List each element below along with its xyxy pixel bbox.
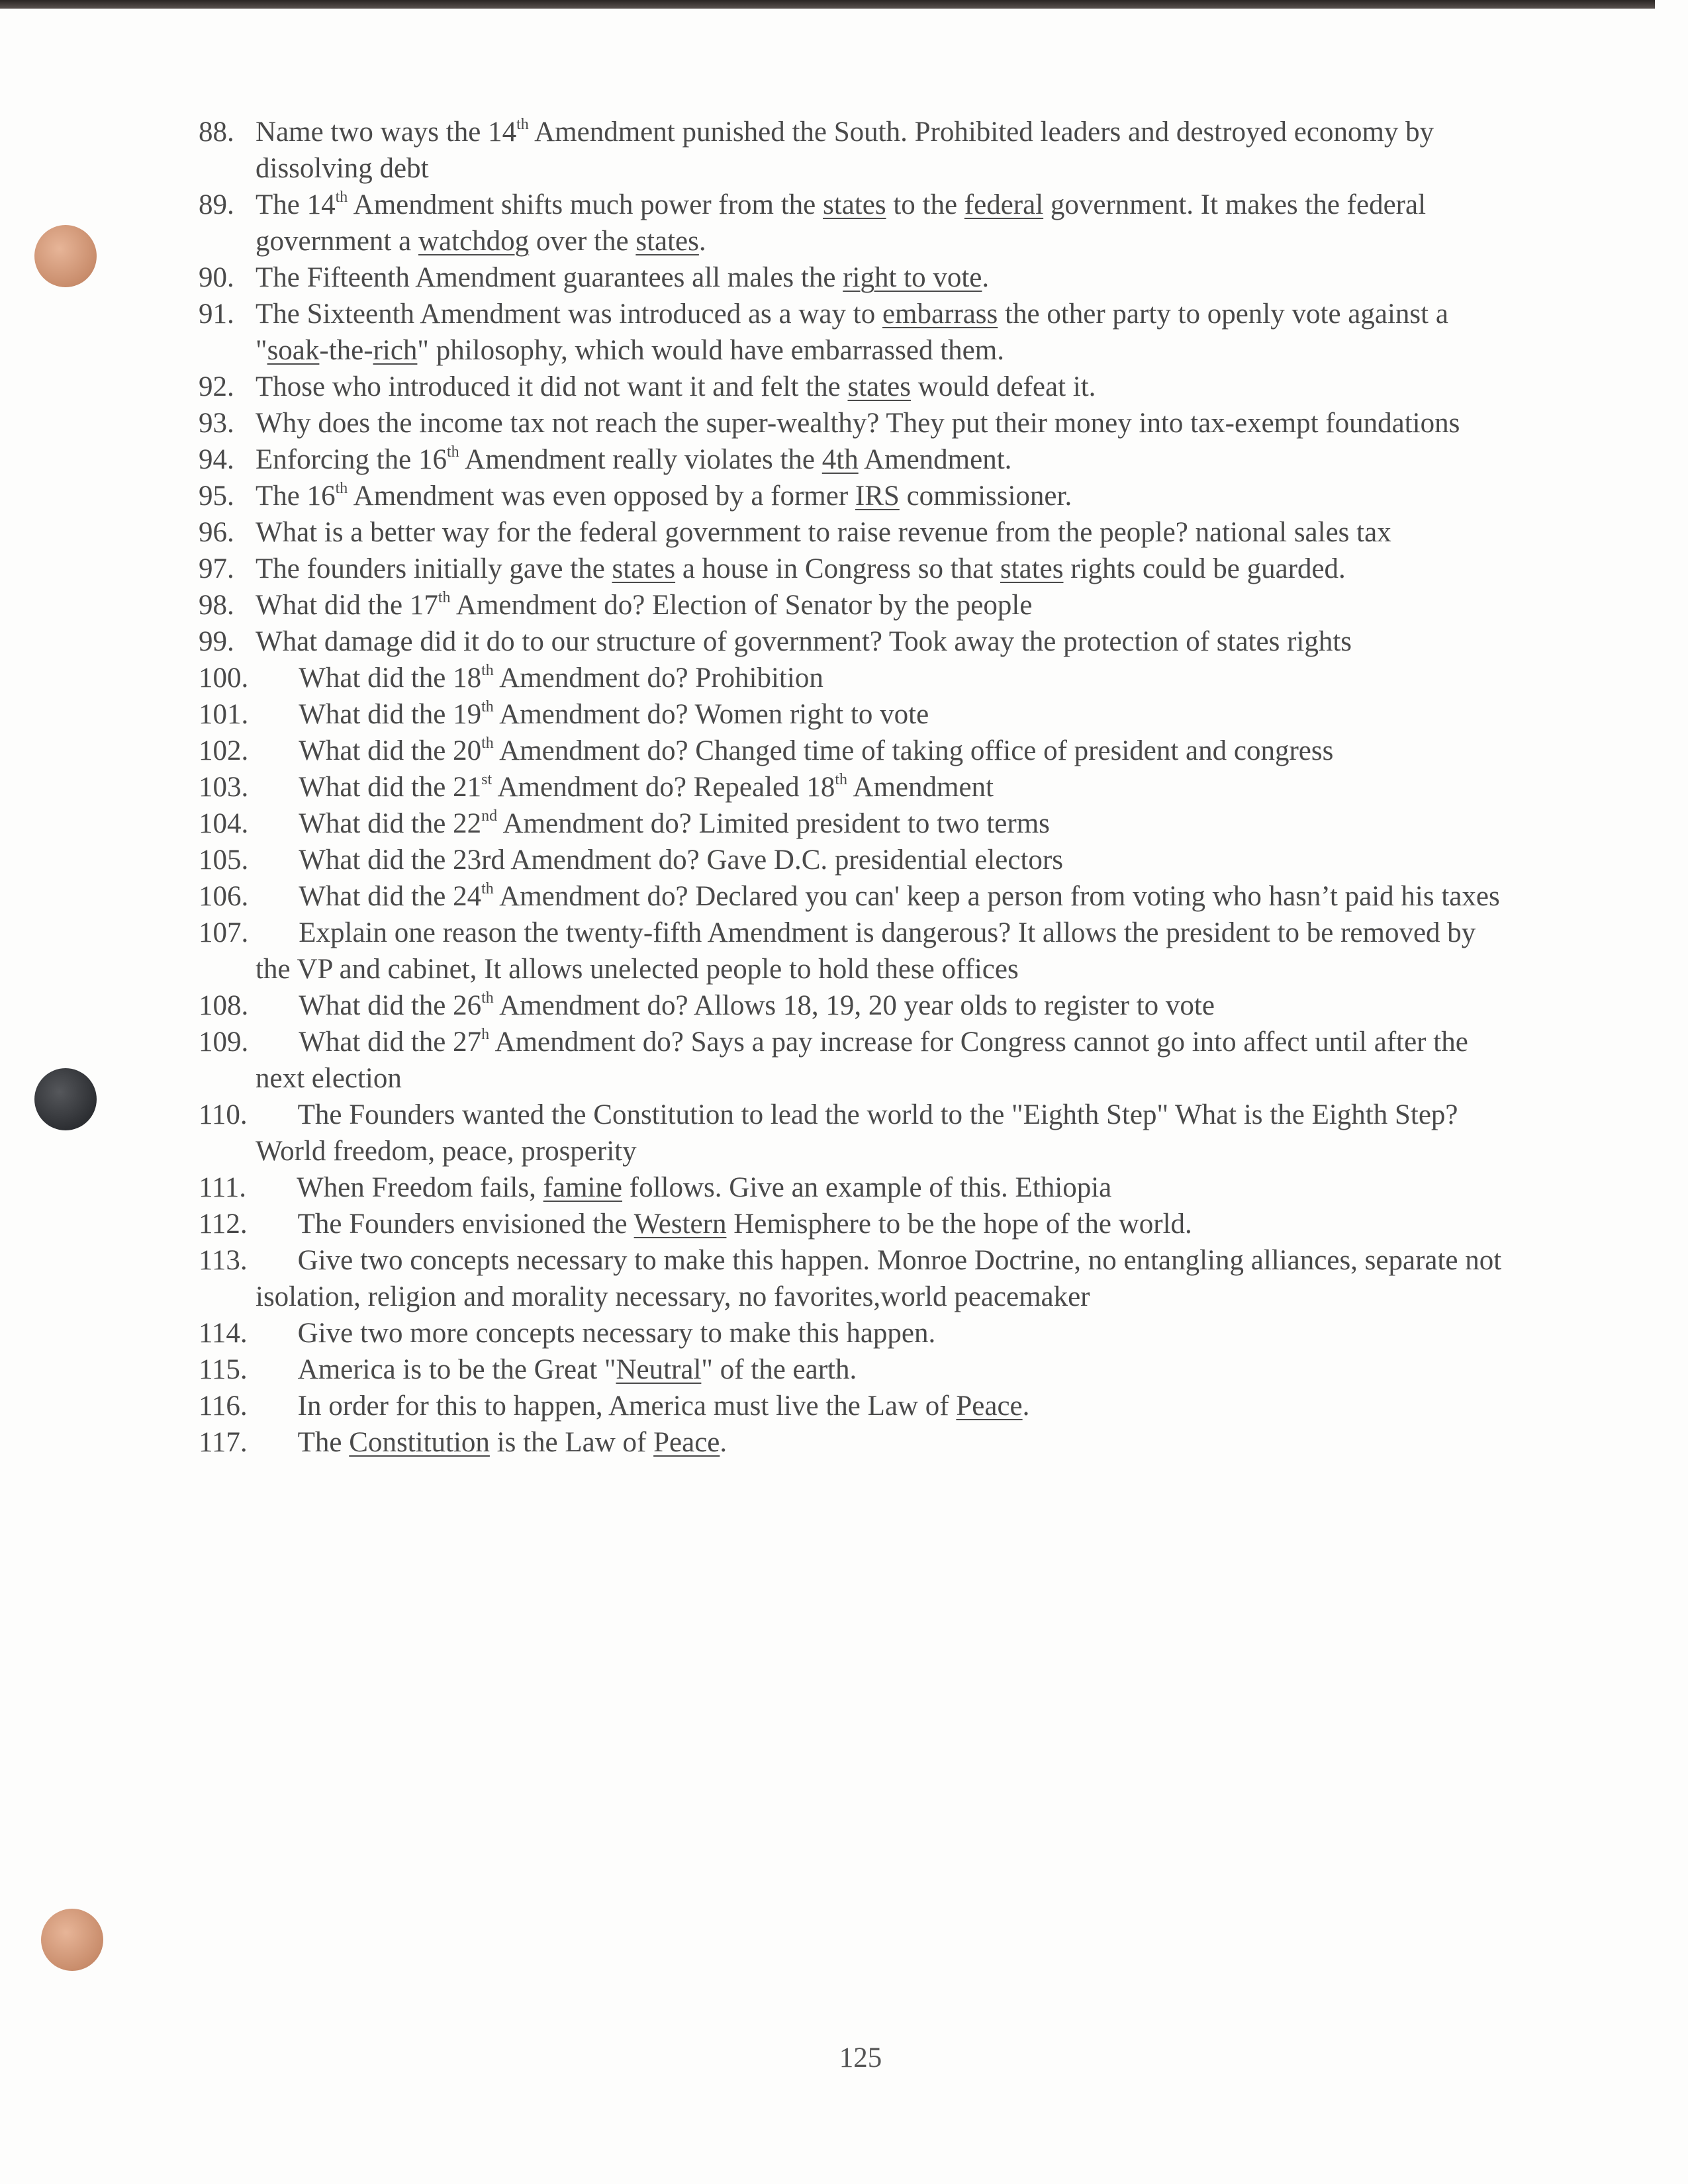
list-item (199, 1024, 1509, 1097)
item-number: 105. (199, 844, 249, 876)
item-number: 90. (199, 262, 234, 293)
item-number: 108. (199, 990, 249, 1021)
text-run: What did the 27 (299, 1026, 482, 1058)
item-number: 96. (199, 517, 234, 548)
item-number: 103. (199, 772, 249, 803)
text-run: the other party to openly vote against a " (256, 298, 1448, 366)
text-run: Amendment shifts much power from the (348, 189, 823, 220)
text-run: What did the 19 (299, 699, 482, 730)
underlined-answer: Neutral (616, 1354, 702, 1385)
ordinal-suffix: th (446, 443, 459, 461)
item-number: 89. (199, 189, 234, 220)
text-run: is the Law of (489, 1427, 654, 1458)
punch-hole-middle (34, 1068, 97, 1130)
underlined-answer: states (635, 226, 699, 257)
text-run: Amendment do? Changed time of taking office of president and congress (493, 735, 1334, 766)
text-run: Amendment do? Election of Senator by the people (450, 590, 1033, 621)
item-number: 88. (199, 116, 234, 148)
list-item (199, 1242, 1509, 1315)
underlined-answer: rich (373, 335, 418, 366)
text-run: Amendment do? Women right to vote (493, 699, 929, 730)
text-run: Explain one reason the twenty-fifth Amendment is dangerous? It allows the president to be removed by the VP and cabinet, It allows unelected people to hold these offices (256, 917, 1476, 985)
underlined-answer: Constitution (349, 1427, 490, 1458)
page-number: 125 (839, 2042, 882, 2073)
text-run: Give two more concepts necessary to make this happen. (297, 1318, 936, 1349)
item-text (297, 1172, 1111, 1203)
text-run: . (1022, 1390, 1030, 1422)
list-item (199, 478, 1509, 514)
text-run: The 14 (256, 189, 336, 220)
underlined-answer: Peace (653, 1427, 720, 1458)
list-item (199, 587, 1509, 623)
text-run: government. It makes the federal government a (256, 189, 1427, 257)
item-text (256, 1026, 1468, 1094)
text-run: The Founders wanted the Constitution to lead the world to the "Eighth Step" What is the Eighth Step? World freedom, peace, prosperity (256, 1099, 1458, 1167)
text-run: What did the 22 (299, 808, 482, 839)
list-item (199, 259, 1509, 296)
item-text (299, 808, 1050, 839)
item-text (256, 553, 1346, 584)
item-text (256, 116, 1434, 184)
underlined-answer: Western (633, 1208, 727, 1240)
text-run: to the (886, 189, 964, 220)
text-run: What did the 21 (299, 772, 482, 803)
ordinal-suffix: th (481, 989, 494, 1007)
underlined-answer: Peace (956, 1390, 1023, 1422)
list-item (199, 1351, 1509, 1388)
list-item (199, 878, 1509, 915)
text-run: What did the 24 (299, 881, 482, 912)
item-text (256, 189, 1426, 257)
item-text (298, 1427, 727, 1458)
text-run: When Freedom fails, (297, 1172, 543, 1203)
item-text (256, 480, 1072, 512)
text-run: would defeat it. (911, 371, 1096, 402)
text-run: Amendment. (858, 444, 1012, 475)
item-number: 91. (199, 298, 234, 330)
text-run: America is to be the Great " (297, 1354, 616, 1385)
item-text (256, 1099, 1458, 1167)
ordinal-suffix: th (481, 698, 494, 715)
list-item (199, 551, 1509, 587)
item-text (299, 772, 994, 803)
item-number: 111. (199, 1172, 247, 1203)
list-item (199, 1169, 1509, 1206)
underlined-answer: states (847, 371, 912, 402)
item-text (298, 1208, 1192, 1240)
text-run: The Fifteenth Amendment guarantees all males the (256, 262, 843, 293)
item-number: 101. (199, 699, 249, 730)
item-text (256, 408, 1460, 439)
underlined-answer: famine (543, 1172, 623, 1203)
punch-hole-bottom (41, 1909, 103, 1971)
list-item (199, 696, 1509, 733)
item-text (299, 844, 1063, 876)
item-number: 116. (199, 1390, 248, 1422)
text-run: . (982, 262, 990, 293)
item-number: 98. (199, 590, 234, 621)
ordinal-suffix: th (335, 189, 348, 206)
text-run: " of the earth. (701, 1354, 857, 1385)
item-number: 117. (199, 1427, 248, 1458)
list-item (199, 405, 1509, 441)
underlined-answer: states (1000, 553, 1064, 584)
item-number: 94. (199, 444, 234, 475)
punch-hole-top (34, 225, 97, 287)
item-number: 95. (199, 480, 234, 512)
item-text (256, 917, 1476, 985)
list-item (199, 660, 1509, 696)
item-text (256, 298, 1448, 366)
text-run: Amendment really violates the (459, 444, 822, 475)
item-number: 102. (199, 735, 249, 766)
list-item (199, 114, 1509, 187)
underlined-answer: right to vote (843, 262, 982, 293)
list-item (199, 1424, 1509, 1461)
text-run: . (698, 226, 706, 257)
text-run: over the (529, 226, 636, 257)
text-run: Enforcing the 16 (256, 444, 447, 475)
text-run: Amendment (847, 772, 994, 803)
ordinal-suffix: th (835, 771, 848, 788)
text-run: a house in Congress so that (675, 553, 1000, 584)
text-run: -the- (319, 335, 373, 366)
text-run: Amendment was even opposed by a former (348, 480, 855, 512)
underlined-answer: 4th (821, 444, 859, 475)
list-item (199, 514, 1509, 551)
text-run: " philosophy, which would have embarrassed them. (417, 335, 1004, 366)
text-run: Name two ways the 14 (256, 116, 517, 148)
ordinal-suffix: nd (481, 807, 498, 825)
text-run: In order for this to happen, America must live the Law of (297, 1390, 957, 1422)
text-run: Hemisphere to be the hope of the world. (726, 1208, 1192, 1240)
item-number: 100. (199, 662, 249, 694)
text-run: Amendment do? Prohibition (493, 662, 823, 694)
text-run: What did the 23rd Amendment do? Gave D.C. presidential electors (299, 844, 1063, 876)
item-number: 109. (199, 1026, 249, 1058)
ordinal-suffix: th (516, 116, 529, 133)
item-number: 104. (199, 808, 249, 839)
list-item (199, 987, 1509, 1024)
list-item (199, 842, 1509, 878)
ordinal-suffix: st (481, 771, 492, 788)
underlined-answer: federal (964, 189, 1044, 220)
underlined-answer: soak (267, 335, 320, 366)
item-number: 112. (199, 1208, 248, 1240)
item-text (299, 990, 1215, 1021)
list-item (199, 915, 1509, 987)
ordinal-suffix: th (335, 480, 348, 497)
text-run: Amendment punished the South. Prohibited leaders and destroyed economy by dissolving debt (256, 116, 1434, 184)
item-number: 113. (199, 1245, 248, 1276)
underlined-answer: states (823, 189, 886, 220)
item-number: 92. (199, 371, 234, 402)
ordinal-suffix: th (481, 880, 494, 897)
text-run: . (720, 1427, 727, 1458)
item-text (256, 262, 989, 293)
text-run: The (297, 1427, 350, 1458)
text-run: Amendment do? Says a pay increase for Congress cannot go into affect until after the next election (256, 1026, 1468, 1094)
list-item (199, 1206, 1509, 1242)
text-run: The founders initially gave the (256, 553, 612, 584)
item-number: 115. (199, 1354, 248, 1385)
item-text (256, 590, 1032, 621)
item-number: 114. (199, 1318, 248, 1349)
item-number: 110. (199, 1099, 248, 1130)
text-run: What did the 26 (299, 990, 482, 1021)
list-item (199, 296, 1509, 369)
item-text (299, 662, 823, 694)
underlined-answer: embarrass (882, 298, 998, 330)
item-number: 93. (199, 408, 234, 439)
text-run: Why does the income tax not reach the super-wealthy? They put their money into tax-exempt foundations (256, 408, 1460, 439)
item-text (256, 517, 1391, 548)
list-item (199, 441, 1509, 478)
text-run: What damage did it do to our structure of government? Took away the protection of states rights (256, 626, 1352, 657)
list-item (199, 805, 1509, 842)
item-text (298, 1354, 857, 1385)
list-item (199, 1315, 1509, 1351)
list-item (199, 733, 1509, 769)
item-number: 107. (199, 917, 249, 948)
item-text (299, 699, 929, 730)
underlined-answer: states (612, 553, 676, 584)
text-run: What did the 18 (299, 662, 482, 694)
text-run: What did the 20 (299, 735, 482, 766)
text-run: Give two concepts necessary to make this happen. Monroe Doctrine, no entangling alliances, separate not isolation, religion and morality necessary, no favorites,world peacemaker (256, 1245, 1502, 1312)
text-run: The 16 (256, 480, 336, 512)
list-item (199, 187, 1509, 259)
text-run: Amendment do? Repealed 18 (492, 772, 835, 803)
text-run: The Founders envisioned the (297, 1208, 634, 1240)
ordinal-suffix: th (481, 662, 494, 679)
ordinal-suffix: h (481, 1026, 490, 1043)
underlined-answer: IRS (855, 480, 900, 512)
text-run: Amendment do? Declared you can' keep a person from voting who hasn’t paid his taxes (493, 881, 1500, 912)
text-run: Amendment do? Limited president to two terms (497, 808, 1050, 839)
list-item (199, 1388, 1509, 1424)
ordinal-suffix: th (438, 589, 451, 606)
list-item (199, 1097, 1509, 1169)
item-text (256, 371, 1096, 402)
item-text (299, 735, 1333, 766)
text-run: Amendment do? Allows 18, 19, 20 year olds to register to vote (493, 990, 1215, 1021)
item-text (298, 1318, 936, 1349)
item-text (299, 881, 1499, 912)
item-text (256, 626, 1352, 657)
text-run: The Sixteenth Amendment was introduced as a way to (256, 298, 882, 330)
item-number: 106. (199, 881, 249, 912)
list-item (199, 369, 1509, 405)
text-run: follows. Give an example of this. Ethiopia (622, 1172, 1112, 1203)
text-run: commissioner. (899, 480, 1072, 512)
ordinal-suffix: th (481, 735, 494, 752)
list-item (199, 623, 1509, 660)
underlined-answer: watchdog (418, 226, 530, 257)
question-list (199, 114, 1509, 1461)
text-run: What did the 17 (256, 590, 438, 621)
item-text (256, 1245, 1501, 1312)
item-number: 99. (199, 626, 234, 657)
item-text (256, 444, 1011, 475)
text-run: rights could be guarded. (1063, 553, 1346, 584)
item-number: 97. (199, 553, 234, 584)
scan-top-edge (0, 0, 1655, 9)
text-run: Those who introduced it did not want it and felt the (256, 371, 848, 402)
list-item (199, 769, 1509, 805)
text-run: What is a better way for the federal government to raise revenue from the people? national sales tax (256, 517, 1391, 548)
item-text (298, 1390, 1030, 1422)
